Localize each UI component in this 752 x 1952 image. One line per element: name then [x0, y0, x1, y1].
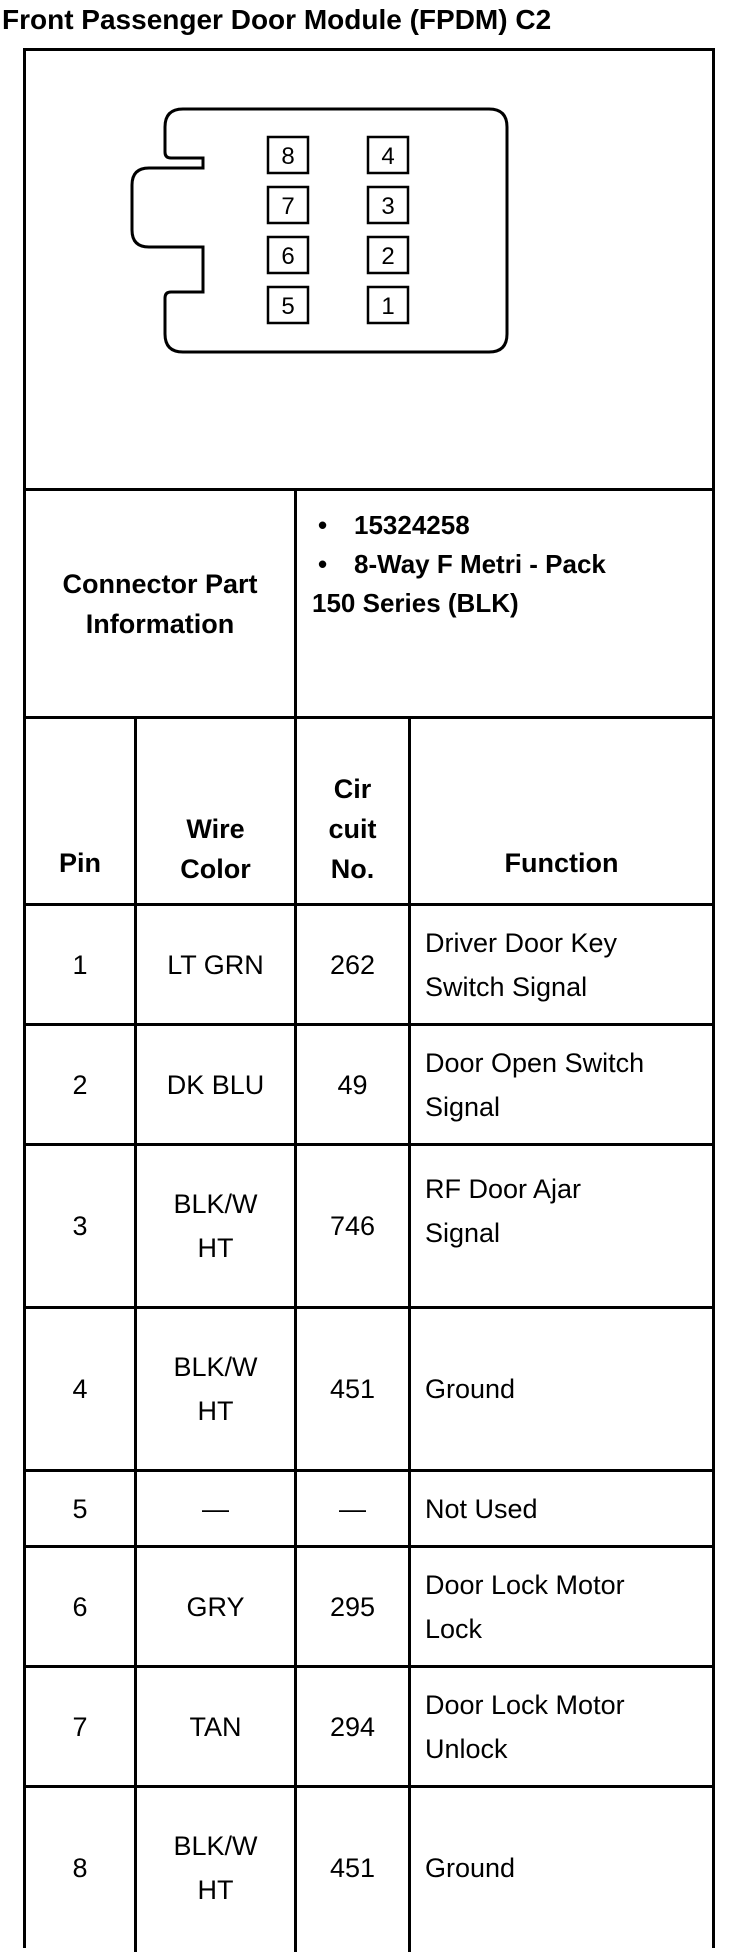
- page-title: Front Passenger Door Module (FPDM) C2: [2, 4, 552, 35]
- part-description-line1: 8-Way F Metri - Pack: [354, 549, 606, 579]
- pin-label-7: 7: [281, 193, 295, 220]
- row-2-wire-color: DK BLU: [166, 1069, 265, 1100]
- part-description-line2: 150 Series (BLK): [312, 588, 519, 618]
- row-8-circuit: 451: [329, 1853, 376, 1883]
- pin-label-8: 8: [281, 143, 295, 170]
- row-3-pin: 3: [72, 1211, 88, 1241]
- row-7-function-line2: Unlock: [425, 1733, 508, 1764]
- header-circuit-line1: Cir: [333, 774, 372, 804]
- row-5-pin: 5: [72, 1493, 88, 1524]
- header-circuit-line2: cuit: [328, 814, 377, 844]
- row-2-function: [411, 1026, 712, 1143]
- bullet-icon: •: [318, 549, 328, 579]
- row-3-wire-color: [137, 1146, 294, 1306]
- header-wire-color-line2: Color: [180, 854, 251, 884]
- row-4-pin: 4: [72, 1374, 88, 1404]
- row-3-function-line2: Signal: [425, 1218, 501, 1248]
- part-info-label-line1: Connector Part: [62, 568, 258, 599]
- row-1-wire-color: LT GRN: [167, 949, 264, 980]
- part-info-label-line2: Information: [85, 608, 235, 639]
- row-2-circuit: 49: [337, 1069, 368, 1100]
- pin-label-6: 6: [281, 243, 295, 270]
- row-6-wire-color: GRY: [186, 1591, 245, 1622]
- row-7-wire-color: TAN: [189, 1711, 242, 1742]
- header-pin: Pin: [58, 848, 101, 878]
- row-7-function-line1: Door Lock Motor: [425, 1689, 625, 1720]
- row-6-pin: 6: [72, 1591, 88, 1622]
- connector-outline: [132, 109, 507, 352]
- row-3-circuit: 746: [329, 1211, 376, 1241]
- row-2-function-line1: Door Open Switch: [425, 1047, 645, 1078]
- pin-label-3: 3: [381, 193, 395, 220]
- row-3-function: [411, 1146, 712, 1276]
- pin-label-2: 2: [381, 243, 395, 270]
- row-8-wire-color: [137, 1788, 294, 1948]
- row-6-circuit: 295: [329, 1591, 376, 1622]
- row-8-function: Ground: [425, 1853, 516, 1883]
- row-3-wire-color-line2: HT: [197, 1233, 234, 1263]
- row-1-function-line2: Switch Signal: [425, 971, 588, 1002]
- row-8-pin: 8: [72, 1853, 88, 1883]
- row-4-wire-color-line2: HT: [197, 1396, 234, 1426]
- row-5-wire-color: —: [202, 1493, 229, 1524]
- row-1-function: [411, 906, 712, 1023]
- header-circuit-line3: No.: [330, 854, 375, 884]
- row-4-function: Ground: [425, 1374, 516, 1404]
- connector-diagram: [26, 51, 712, 488]
- row-5-function: Not Used: [425, 1493, 538, 1524]
- header-function: Function: [504, 848, 619, 878]
- row-6-function-line1: Door Lock Motor: [425, 1569, 625, 1600]
- row-3-wire-color-line1: BLK/W: [173, 1189, 258, 1219]
- part-number: 15324258: [354, 510, 470, 540]
- row-1-circuit: 262: [329, 949, 376, 980]
- row-7-pin: 7: [72, 1711, 88, 1742]
- row-8-wire-color-line2: HT: [197, 1875, 234, 1905]
- row-7-function: [411, 1668, 712, 1785]
- row-4-wire-color-line1: BLK/W: [173, 1352, 258, 1382]
- row-2-function-line2: Signal: [425, 1091, 501, 1122]
- row-1-function-line1: Driver Door Key: [425, 927, 618, 958]
- row-8-wire-color-line1: BLK/W: [173, 1831, 258, 1861]
- header-wire-color-line1: Wire: [186, 814, 245, 844]
- row-1-pin: 1: [72, 949, 88, 980]
- row-2-pin: 2: [72, 1069, 88, 1100]
- row-3-function-line1: RF Door Ajar: [425, 1174, 582, 1204]
- header-wire-color: [137, 719, 294, 903]
- row-6-function: [411, 1548, 712, 1665]
- row-5-circuit: —: [339, 1493, 366, 1524]
- part-info-details: [312, 506, 712, 623]
- header-circuit: [297, 719, 408, 903]
- pin-label-5: 5: [281, 293, 295, 320]
- row-4-wire-color: [137, 1309, 294, 1469]
- pin-label-4: 4: [381, 143, 395, 170]
- row-6-function-line2: Lock: [425, 1613, 483, 1644]
- row-4-circuit: 451: [329, 1374, 376, 1404]
- row-7-circuit: 294: [329, 1711, 376, 1742]
- part-info-label: [26, 491, 294, 716]
- pin-label-1: 1: [381, 293, 395, 320]
- bullet-icon: •: [318, 510, 328, 540]
